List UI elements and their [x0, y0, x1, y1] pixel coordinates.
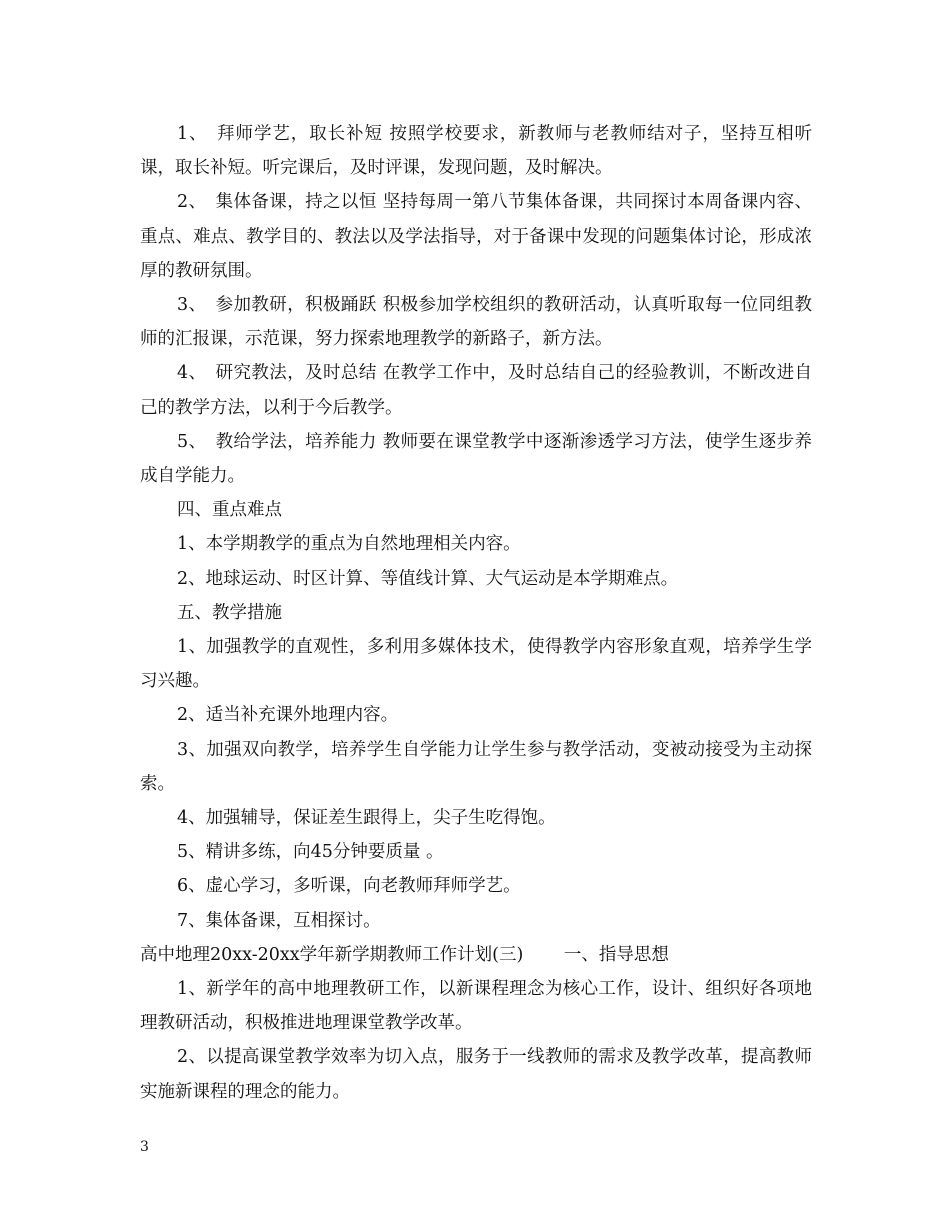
paragraph: 5、精讲多练，向45分钟要质量 。 [177, 842, 444, 863]
paragraph: 3、加强双向教学，培养学生自学能力让学生参与教学活动，变被动接受为主动探索。 [140, 739, 812, 794]
paragraph: 5、 教给学法，培养能力 教师要在课堂教学中逐渐渗透学习方法，使学生逐步养成自学能力。 [140, 431, 812, 487]
paragraph: 4、 研究教法，及时总结 在教学工作中，及时总结自己的经验教训，不断改进自己的教学方法，以利于今后教学。 [140, 363, 812, 418]
paragraph: 4、加强辅导，保证差生跟得上，尖子生吃得饱。 [177, 808, 556, 829]
paragraph: 7、集体备课，互相探讨。 [177, 910, 381, 931]
document-body [140, 117, 812, 1109]
paragraph: 1、加强教学的直观性，多利用多媒体技术，使得教学内容形象直观，培养学生学习兴趣。 [140, 637, 812, 692]
plan-section-title: 高中地理20xx-20xx学年新学期教师工作计划(三) 一、指导思想 [140, 944, 669, 965]
paragraph: 1、新学年的高中地理教研工作，以新课程理念为核心工作，设计、组织好各项地理教研活动，积极推进地理课堂教学改革。 [140, 979, 812, 1034]
paragraph: 1、 拜师学艺，取长补短 按照学校要求，新教师与老教师结对子，坚持互相听课，取长补短。听完课后，及时评课，发现问题，及时解决。 [140, 124, 812, 179]
section-heading-measures: 五、教学措施 [177, 602, 282, 623]
paragraph: 3、 参加教研，积极踊跃 积极参加学校组织的教研活动，认真听取每一位同组教师的汇报课，示范课，努力探索地理教学的新路子，新方法。 [140, 295, 812, 350]
paragraph: 2、适当补充课外地理内容。 [177, 705, 399, 726]
section-heading-key-points: 四、重点难点 [177, 500, 282, 521]
paragraph: 2、以提高课堂教学效率为切入点，服务于一线教师的需求及教学改革，提高教师实施新课程的理念的能力。 [140, 1047, 812, 1102]
paragraph: 2、地球运动、时区计算、等值线计算、大气运动是本学期难点。 [177, 568, 679, 589]
paragraph: 1、本学期教学的重点为自然地理相关内容。 [177, 534, 521, 555]
paragraph: 2、 集体备课，持之以恒 坚持每周一第八节集体备课，共同探讨本周备课内容、重点、难点、教学目的、教法以及学法指导，对于备课中发现的问题集体讨论，形成浓厚的教研氛围。 [140, 192, 812, 281]
paragraph: 6、虚心学习，多听课，向老教师拜师学艺。 [177, 876, 521, 897]
page-number: 3 [140, 1139, 149, 1155]
